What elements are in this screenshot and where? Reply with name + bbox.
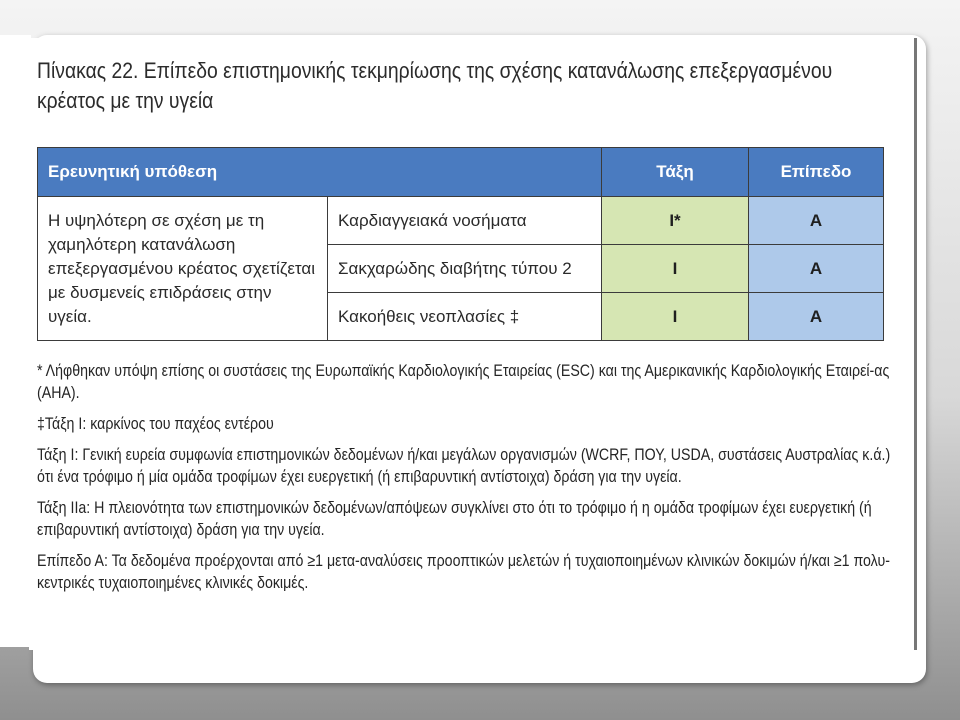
header-level: Επίπεδο xyxy=(749,148,884,197)
header-hypothesis: Ερευνητική υπόθεση xyxy=(38,148,602,197)
caption-line-1: Πίνακας 22. Επίπεδο επιστημονικής τεκμηρίωσης της σχέσης κατανάλωσης επεξεργασμένου xyxy=(37,58,833,83)
outcome-cell: Σακχαρώδης διαβήτης τύπου 2 xyxy=(328,245,602,293)
table-row xyxy=(38,197,884,245)
outcome-cell: Καρδιαγγειακά νοσήματα xyxy=(328,197,602,245)
footnotes xyxy=(37,360,906,603)
level-cell: A xyxy=(749,293,884,341)
grade-cell: I xyxy=(602,245,749,293)
footnote: ‡Τάξη Ι: καρκίνος του παχέος εντέρου xyxy=(37,415,274,433)
caption-line-2: κρέατος με την υγεία xyxy=(37,88,214,113)
level-cell: A xyxy=(749,245,884,293)
evidence-table xyxy=(37,147,884,341)
hypothesis-cell: Η υψηλότερη σε σχέση με τη χαμηλότερη κατανάλωση επεξεργασμένου κρέατος σχετίζεται με δυσμενείς επιδράσεις στην υγεία. xyxy=(38,197,328,341)
footnote: * Λήφθηκαν υπόψη επίσης οι συστάσεις της Ευρωπαϊκής Καρδιολογικής Εταιρείας (ESC) και της Αμερικανικής Καρδιολογικής Εταιρεί-ας (AHA). xyxy=(37,362,890,402)
grade-cell: I xyxy=(602,293,749,341)
header-grade: Τάξη xyxy=(602,148,749,197)
grade-cell: I* xyxy=(602,197,749,245)
left-margin xyxy=(0,35,31,647)
level-cell: A xyxy=(749,197,884,245)
table-header-row xyxy=(38,148,884,197)
footnote: Επίπεδο Α: Τα δεδομένα προέρχονται από ≥1 μετα-αναλύσεις προοπτικών μελετών ή τυχαιοποιημένων κλινικών δοκιμών ή/και ≥1 πολυ-κεντρικές τυχαιοποιημένες κλινικές δοκιμές. xyxy=(37,552,890,592)
footnote: Τάξη Ι: Γενική ευρεία συμφωνία επιστημονικών δεδομένων ή/και μεγάλων οργανισμών (WCRF, ΠΟΥ, USDA, συστάσεις Αυστραλίας κ.ά.) ότι ένα τρόφιμο ή μία ομάδα τροφίμων έχει ευεργετική (ή επιβαρυντική αντίστοιχα) δράση για την υγεία. xyxy=(37,446,891,486)
outcome-cell: Κακοήθεις νεοπλασίες ‡ xyxy=(328,293,602,341)
document-image xyxy=(29,38,917,650)
footnote: Τάξη IIa: Η πλειονότητα των επιστημονικών δεδομένων/απόψεων συγκλίνει στο ότι το τρόφιμο ή η ομάδα τροφίμων έχει ευεργετική (ή επιβαρυντική αντίστοιχα) δράση για την υγεία. xyxy=(37,499,872,539)
table-caption xyxy=(37,56,833,116)
